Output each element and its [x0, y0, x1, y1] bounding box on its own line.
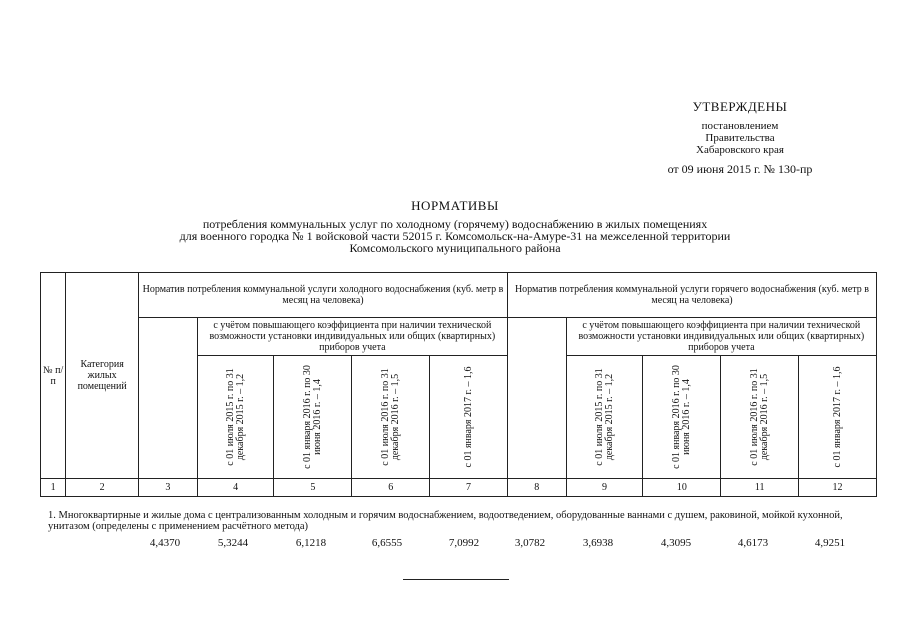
header-cold-coef: с учётом повышающего коэффициента при наличии технической возможности установки индивидуальных или общих (квартирных) приборов учета [197, 318, 507, 356]
approved-date: от 09 июня 2015 г. № 130-пр [667, 162, 813, 176]
header-period: с 01 января 2017 г. – 1,6 [430, 356, 508, 479]
header-hot-coef: с учётом повышающего коэффициента при наличии технической возможности установки индивидуальных или общих (квартирных) приборов учета [566, 318, 876, 356]
document-subtitle: для военного городка № 1 войсковой части 52015 г. Комсомольск-на-Амуре-31 на межселенной территории [179, 229, 731, 243]
value-cell: 4,6173 [737, 537, 769, 549]
value-cell: 4,9251 [814, 537, 846, 549]
value-cell: 6,1218 [295, 537, 327, 549]
column-number: 3 [139, 479, 198, 497]
column-number: 10 [643, 479, 721, 497]
header-period: с 01 июля 2015 г. по 31 декабря 2015 г. – 1,2 [566, 356, 643, 479]
column-number: 12 [799, 479, 877, 497]
header-period: с 01 июля 2015 г. по 31 декабря 2015 г. – 1,2 [197, 356, 274, 479]
header-num: № п/п [41, 273, 66, 479]
column-number: 2 [66, 479, 139, 497]
column-number: 11 [721, 479, 799, 497]
value-cell: 4,4370 [149, 537, 181, 549]
document-title: НОРМАТИВЫ [411, 198, 499, 213]
header-cold-water: Норматив потребления коммунальной услуги холодного водоснабжения (куб. метр в месяц на человека) [139, 273, 508, 318]
header-hot-base [507, 318, 566, 479]
document-subtitle: потребления коммунальных услуг по холодному (горячему) водоснабжению в жилых помещениях [202, 217, 708, 231]
document-subtitle: Комсомольского муниципального района [349, 241, 561, 255]
header-cold-base [139, 318, 198, 479]
value-cell: 5,3244 [217, 537, 249, 549]
value-cell: 3,6938 [582, 537, 614, 549]
column-number: 7 [430, 479, 508, 497]
header-period: с 01 января 2016 г. по 30 июня 2016 г. – 1,4 [643, 356, 721, 479]
value-cell: 4,3095 [660, 537, 692, 549]
header-period: с 01 января 2016 г. по 30 июня 2016 г. – 1,4 [274, 356, 352, 479]
header-hot-water: Норматив потребления коммунальной услуги горячего водоснабжения (куб. метр в месяц на человека) [507, 273, 876, 318]
normatives-table [40, 272, 877, 497]
approved-line: Правительства [705, 132, 775, 144]
section-description: 1. Многоквартирные и жилые дома с централизованным холодным и горячим водоснабжением, водоотведением, оборудованные ваннами с душем, раковиной, мойкой кухонной, унитазом (определены с применением расчётного метода) [48, 510, 843, 532]
column-number: 5 [274, 479, 352, 497]
approved-line: постановлением [701, 120, 779, 132]
header-period: с 01 июля 2016 г. по 31 декабря 2016 г. – 1,5 [352, 356, 430, 479]
footer-divider [403, 579, 509, 580]
value-cell: 3,0782 [514, 537, 546, 549]
header-category: Категория жилых помещений [66, 273, 139, 479]
column-number: 6 [352, 479, 430, 497]
value-cell: 7,0992 [448, 537, 480, 549]
header-period: с 01 июля 2016 г. по 31 декабря 2016 г. – 1,5 [721, 356, 799, 479]
column-number: 8 [507, 479, 566, 497]
value-cell: 6,6555 [371, 537, 403, 549]
column-number: 1 [41, 479, 66, 497]
column-number: 9 [566, 479, 643, 497]
approved-line: Хабаровского края [696, 144, 784, 156]
header-period: с 01 января 2017 г. – 1,6 [799, 356, 877, 479]
column-number: 4 [197, 479, 274, 497]
approved-title: УТВЕРЖДЕНЫ [692, 99, 788, 114]
